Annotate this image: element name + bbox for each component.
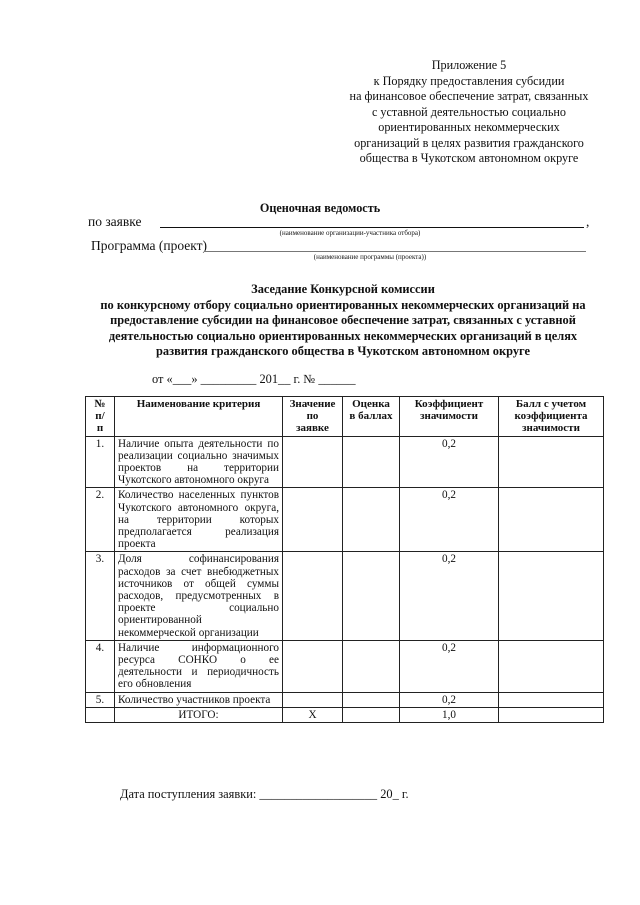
header-criterion: Наименование критерия — [115, 397, 283, 437]
row-coef: 0,2 — [400, 640, 499, 692]
header-num-line: № — [94, 398, 106, 410]
total-weighted[interactable] — [499, 707, 604, 722]
row-score[interactable] — [343, 552, 400, 640]
table-row — [86, 692, 604, 707]
row-score[interactable] — [343, 692, 400, 707]
meeting-heading — [78, 282, 608, 360]
application-hint: (наименование организации-участника отбора) — [279, 229, 421, 237]
row-coef: 0,2 — [400, 552, 499, 640]
header-score — [343, 397, 400, 437]
application-comma: , — [586, 214, 590, 229]
table-row — [86, 436, 604, 488]
appendix-line: ориентированных некоммерческих — [378, 120, 560, 134]
header-value-line: заявке — [296, 422, 329, 435]
total-label: ИТОГО: — [115, 707, 283, 722]
row-num: 4. — [86, 640, 115, 692]
table-row — [86, 552, 604, 640]
row-num: 5. — [86, 692, 115, 707]
table-row — [86, 488, 604, 552]
header-coef-line: Коэффициент — [414, 398, 484, 410]
row-weighted[interactable] — [499, 488, 604, 552]
header-num-line: п/ — [95, 410, 105, 423]
program-field[interactable] — [204, 237, 586, 252]
appendix-line: к Порядку предоставления субсидии — [373, 73, 565, 88]
row-coef: 0,2 — [400, 488, 499, 552]
row-num: 1. — [86, 436, 115, 488]
row-score[interactable] — [343, 488, 400, 552]
row-weighted[interactable] — [499, 640, 604, 692]
total-score[interactable] — [343, 707, 400, 722]
appendix-line: с уставной деятельностью социально — [371, 104, 567, 119]
total-num — [86, 707, 115, 722]
header-num — [86, 397, 115, 437]
total-coef: 1,0 — [400, 707, 499, 722]
appendix-line: организаций в целях развития гражданского — [354, 135, 584, 150]
row-weighted[interactable] — [499, 436, 604, 488]
row-weighted[interactable] — [499, 552, 604, 640]
row-score[interactable] — [343, 640, 400, 692]
criteria-table — [85, 396, 604, 723]
row-criterion: Количество населенных пунктов Чукотского автономного округа, на территории которых предполагается реализация проекта — [115, 488, 283, 552]
header-coef — [400, 397, 499, 437]
appendix-line: на финансовое обеспечение затрат, связанных — [349, 89, 589, 103]
application-field[interactable] — [160, 213, 584, 228]
application-date-line: Дата поступления заявки: ___________________ 20_ г. — [120, 787, 409, 801]
appendix-line: Приложение 5 — [431, 58, 507, 72]
table-header-row — [86, 397, 604, 437]
row-criterion: Наличие опыта деятельности по реализации социально значимых проектов на территории Чукотского автономного округа — [115, 436, 283, 488]
row-weighted[interactable] — [499, 692, 604, 707]
total-value: Х — [283, 707, 343, 722]
meeting-line: развития гражданского общества в Чукотском автономном округе — [156, 344, 530, 359]
header-score-line: Оценка — [352, 398, 390, 410]
appendix-header — [330, 58, 608, 167]
program-label: Программа (проект) — [91, 238, 208, 253]
meeting-line: деятельностью социально ориентированных некоммерческих организаций в целях — [108, 328, 578, 343]
meeting-line: по конкурсному отбору социально ориентированных некоммерческих организаций на — [100, 297, 586, 312]
header-coef-line: значимости — [420, 410, 478, 423]
header-weighted-line: Балл с учетом — [515, 398, 587, 410]
row-score[interactable] — [343, 436, 400, 488]
meeting-line: предоставление субсидии на финансовое обеспечение затрат, связанных с уставной — [110, 313, 576, 328]
row-num: 2. — [86, 488, 115, 552]
row-value[interactable] — [283, 692, 343, 707]
header-value-line: по — [306, 410, 319, 423]
row-value[interactable] — [283, 640, 343, 692]
row-criterion: Доля софинансирования расходов за счет внебюджетных источников от общей суммы расходов, предусмотренных в проекте социально ориентированной некоммерческой организации — [115, 552, 283, 640]
program-hint: (наименование программы (проекта)) — [313, 253, 427, 261]
row-criterion: Наличие информационного ресурса СОНКО о ее деятельности и периодичность его обновления — [115, 640, 283, 692]
header-num-line: п — [96, 422, 104, 435]
header-value-line: Значение — [289, 398, 336, 410]
row-coef: 0,2 — [400, 692, 499, 707]
row-value[interactable] — [283, 552, 343, 640]
meeting-date-line: от «___» _________ 201__ г. № ______ — [152, 372, 356, 386]
row-criterion: Количество участников проекта — [115, 692, 283, 707]
header-weighted — [499, 397, 604, 437]
header-weighted-line: значимости — [522, 422, 580, 435]
header-value — [283, 397, 343, 437]
appendix-line: общества в Чукотском автономном округе — [359, 151, 579, 165]
document-title: Оценочная ведомость — [259, 201, 381, 215]
application-label: по заявке — [88, 214, 142, 229]
row-coef: 0,2 — [400, 436, 499, 488]
table-total-row — [86, 707, 604, 722]
header-weighted-line: коэффициента — [514, 410, 588, 423]
row-value[interactable] — [283, 488, 343, 552]
meeting-line: Заседание Конкурсной комиссии — [251, 282, 435, 296]
header-score-line: в баллах — [349, 410, 393, 423]
row-value[interactable] — [283, 436, 343, 488]
table-row — [86, 640, 604, 692]
row-num: 3. — [86, 552, 115, 640]
